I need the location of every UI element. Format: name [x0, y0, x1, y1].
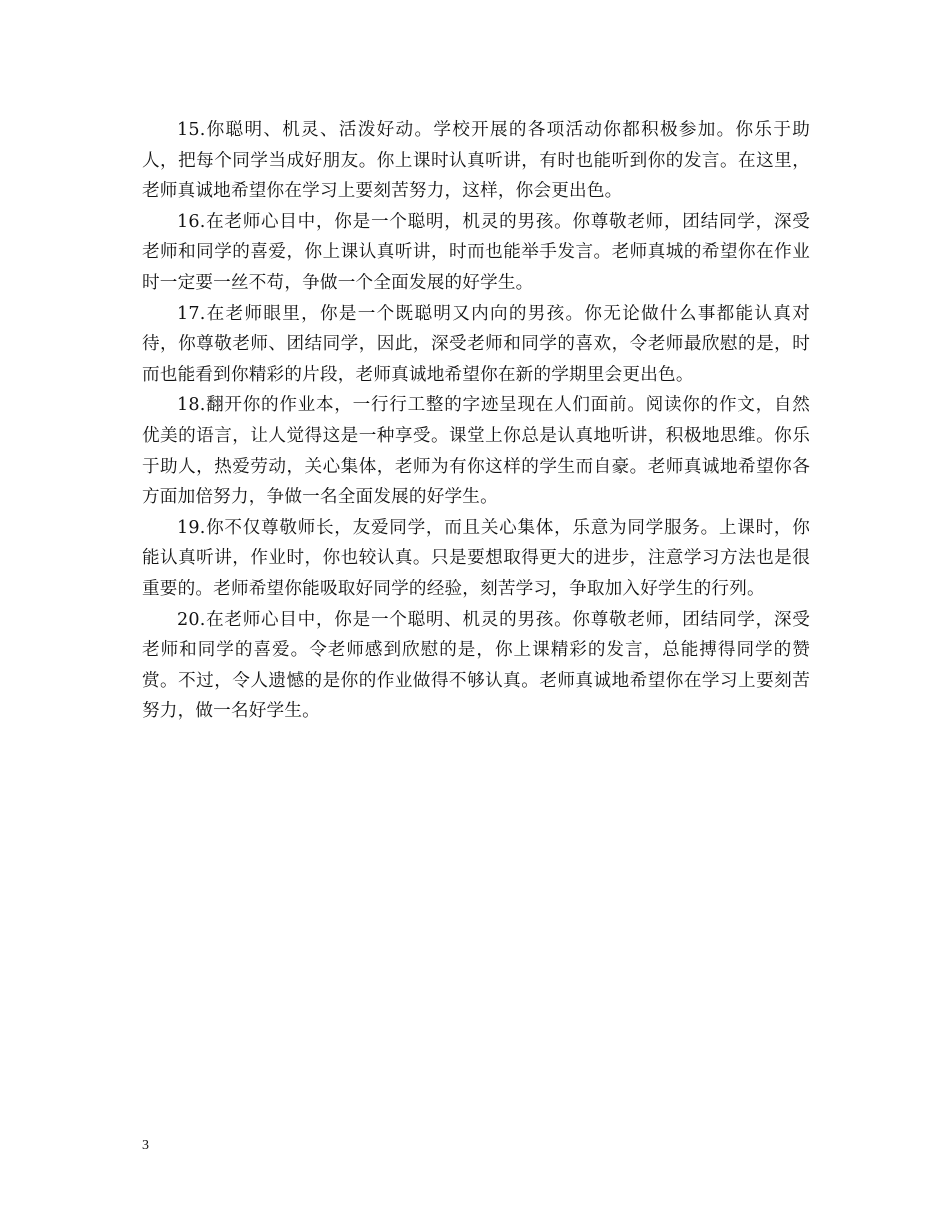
paragraph-17: 17.在老师眼里，你是一个既聪明又内向的男孩。你无论做什么事都能认真对待，你尊敬老师、团结同学，因此，深受老师和同学的喜欢，令老师最欣慰的是，时而也能看到你精彩的片段，老师真诚地希望你在新的学期里会更出色。	[142, 303, 810, 385]
paragraph-15: 15.你聪明、机灵、活泼好动。学校开展的各项活动你都积极参加。你乐于助人，把每个同学当成好朋友。你上课时认真听讲，有时也能听到你的发言。在这里，老师真诚地希望你在学习上要刻苦努力，这样，你会更出色。	[142, 120, 810, 202]
document-body	[142, 115, 810, 727]
paragraph-18: 18.翻开你的作业本，一行行工整的字迹呈现在人们面前。阅读你的作文，自然优美的语言，让人觉得这是一种享受。课堂上你总是认真地听讲，积极地思维。你乐于助人，热爱劳动，关心集体，老师为有你这样的学生而自豪。老师真诚地希望你各方面加倍努力，争做一名全面发展的好学生。	[142, 395, 810, 508]
paragraph-16: 16.在老师心目中，你是一个聪明，机灵的男孩。你尊敬老师，团结同学，深受老师和同学的喜爱，你上课认真听讲，时而也能举手发言。老师真城的希望你在作业时一定要一丝不苟，争做一个全面发展的好学生。	[142, 211, 810, 293]
paragraph-19: 19.你不仅尊敬师长，友爱同学，而且关心集体，乐意为同学服务。上课时，你能认真听讲，作业时，你也较认真。只是要想取得更大的进步，注意学习方法也是很重要的。老师希望你能吸取好同学的经验，刻苦学习，争取加入好学生的行列。	[142, 517, 810, 599]
paragraph-20: 20.在老师心目中，你是一个聪明、机灵的男孩。你尊敬老师，团结同学，深受老师和同学的喜爱。令老师感到欣慰的是，你上课精彩的发言，总能搏得同学的赞赏。不过，令人遗憾的是你的作业做得不够认真。老师真诚地希望你在学习上要刻苦努力，做一名好学生。	[142, 609, 810, 722]
page-number: 3	[142, 1138, 149, 1153]
